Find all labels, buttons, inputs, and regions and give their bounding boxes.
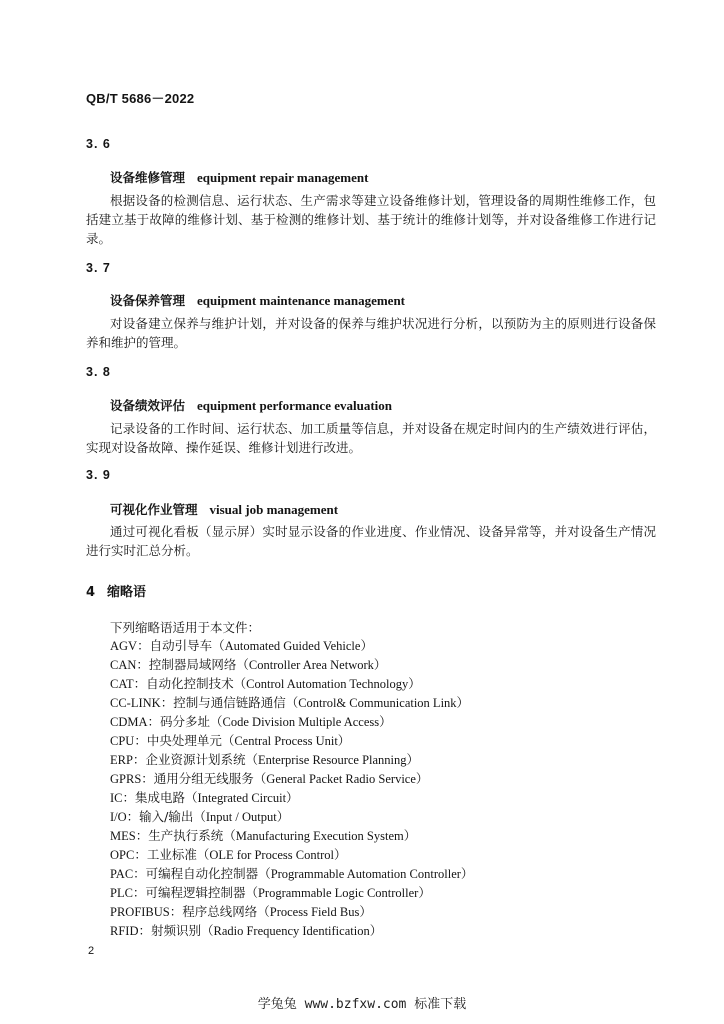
abbr: IC： bbox=[110, 791, 136, 805]
abbr-cn: 程序总线网络 bbox=[182, 904, 258, 919]
term-cn: 设备维修管理 bbox=[110, 170, 186, 185]
list-item bbox=[110, 883, 473, 902]
abbr: OPC： bbox=[110, 848, 147, 862]
abbr-en: （Manufacturing Execution System） bbox=[223, 829, 417, 843]
abbr-cn: 工业标准 bbox=[146, 847, 197, 862]
term-definition: 记录设备的工作时间、运行状态、加工质量等信息，并对设备在规定时间内的生产绩效进行评估，实现对设备故障、操作延误、维修计划进行改进。 bbox=[86, 421, 656, 455]
term-definition: 通过可视化看板（显示屏）实时显示设备的作业进度、作业情况、设备异常等，并对设备生产情况进行实时汇总分析。 bbox=[86, 524, 656, 558]
abbr-en: （Control Automation Technology） bbox=[233, 677, 421, 691]
section-title: 缩略语 bbox=[107, 585, 147, 600]
abbr-cn: 控制器局域网络 bbox=[148, 657, 237, 672]
abbr-cn: 企业资源计划系统 bbox=[145, 752, 246, 767]
clause-number: 3. 6 bbox=[86, 137, 111, 151]
list-item bbox=[110, 864, 473, 883]
abbr: ERP： bbox=[110, 753, 146, 767]
abbr: PAC： bbox=[110, 867, 146, 881]
term-heading bbox=[110, 168, 368, 186]
abbr-en: （Enterprise Resource Planning） bbox=[245, 753, 420, 767]
abbr: CAN： bbox=[110, 658, 149, 672]
clause-number: 3. 8 bbox=[86, 365, 111, 379]
term-en: equipment maintenance management bbox=[197, 293, 406, 308]
term-definition: 根据设备的检测信息、运行状态、生产需求等建立设备维修计划，管理设备的周期性维修工作，包括建立基于故障的维修计划、基于检测的维修计划、基于统计的维修计划等，并对设备维修工作进行记录。 bbox=[86, 193, 656, 246]
abbr-en: （Programmable Automation Controller） bbox=[258, 867, 474, 881]
abbr: PLC： bbox=[110, 886, 146, 900]
section-number: 4 bbox=[86, 585, 96, 600]
list-item bbox=[110, 769, 473, 788]
clause-number: 3. 7 bbox=[86, 261, 111, 275]
term-heading bbox=[110, 396, 392, 414]
page-number: 2 bbox=[88, 945, 95, 957]
abbr: I/O： bbox=[110, 810, 140, 824]
abbr-cn: 射频识别 bbox=[150, 923, 201, 938]
abbr-cn: 码分多址 bbox=[160, 714, 211, 729]
abbr-en: （Programmable Logic Controller） bbox=[245, 886, 431, 900]
abbr: AGV： bbox=[110, 639, 150, 653]
abbr-cn: 输入/输出 bbox=[139, 809, 194, 824]
list-item bbox=[110, 636, 473, 655]
abbr-cn: 自动引导车 bbox=[149, 638, 213, 653]
abbr: RFID： bbox=[110, 924, 151, 938]
abbr: CPU： bbox=[110, 734, 147, 748]
abbr-cn: 控制与通信链路通信 bbox=[173, 695, 286, 710]
term-en: equipment performance evaluation bbox=[197, 398, 392, 413]
list-item bbox=[110, 902, 473, 921]
abbreviation-intro: 下列缩略语适用于本文件： bbox=[110, 620, 261, 635]
abbr-cn: 集成电路 bbox=[135, 790, 186, 805]
list-item bbox=[110, 845, 473, 864]
standard-code: QB/T 5686－2022 bbox=[86, 91, 195, 106]
list-item bbox=[110, 693, 473, 712]
abbr-cn: 自动化控制技术 bbox=[146, 676, 234, 691]
section-heading bbox=[86, 581, 146, 600]
list-item bbox=[110, 731, 473, 750]
term-heading bbox=[110, 500, 338, 518]
term-heading bbox=[110, 291, 405, 309]
term-cn: 可视化作业管理 bbox=[110, 502, 198, 517]
abbr-cn: 生产执行系统 bbox=[148, 828, 224, 843]
abbr-en: （Input / Output） bbox=[193, 810, 290, 824]
term-cn: 设备绩效评估 bbox=[110, 398, 186, 413]
abbr: CAT： bbox=[110, 677, 147, 691]
clause-number: 3. 9 bbox=[86, 468, 111, 482]
list-item bbox=[110, 750, 473, 769]
abbr: CC-LINK： bbox=[110, 696, 174, 710]
abbr-en: （OLE for Process Control） bbox=[196, 848, 347, 862]
abbr-en: （Code Division Multiple Access） bbox=[210, 715, 392, 729]
term-definition: 对设备建立保养与维护计划，并对设备的保养与维护状况进行分析，以预防为主的原则进行设备保养和维护的管理。 bbox=[86, 316, 656, 350]
abbr-en: （Controller Area Network） bbox=[236, 658, 387, 672]
term-cn: 设备保养管理 bbox=[110, 293, 186, 308]
list-item bbox=[110, 826, 473, 845]
abbr-cn: 中央处理单元 bbox=[146, 733, 222, 748]
abbr-en: （Central Process Unit） bbox=[221, 734, 351, 748]
list-item bbox=[110, 788, 473, 807]
abbr-cn: 可编程自动化控制器 bbox=[145, 866, 259, 881]
term-en: equipment repair management bbox=[197, 170, 369, 185]
abbr: PROFIBUS： bbox=[110, 905, 183, 919]
abbr-cn: 通用分组无线服务 bbox=[153, 771, 254, 786]
abbr-en: （Integrated Circuit） bbox=[185, 791, 299, 805]
list-item bbox=[110, 712, 473, 731]
download-footer: 学兔兔 www.bzfxw.com 标准下载 bbox=[257, 997, 467, 1012]
abbr-en: （Radio Frequency Identification） bbox=[201, 924, 383, 938]
abbr-en: （Control& Communication Link） bbox=[285, 696, 470, 710]
term-en: visual job management bbox=[209, 502, 339, 517]
list-item bbox=[110, 674, 473, 693]
abbr: CDMA： bbox=[110, 715, 161, 729]
abbreviation-list bbox=[110, 636, 473, 940]
list-item bbox=[110, 807, 473, 826]
abbr: GPRS： bbox=[110, 772, 154, 786]
abbr: MES： bbox=[110, 829, 149, 843]
list-item bbox=[110, 921, 473, 940]
list-item bbox=[110, 655, 473, 674]
abbr-en: （Automated Guided Vehicle） bbox=[212, 639, 373, 653]
abbr-en: （Process Field Bus） bbox=[257, 905, 372, 919]
abbr-en: （General Packet Radio Service） bbox=[253, 772, 429, 786]
abbr-cn: 可编程逻辑控制器 bbox=[145, 885, 246, 900]
